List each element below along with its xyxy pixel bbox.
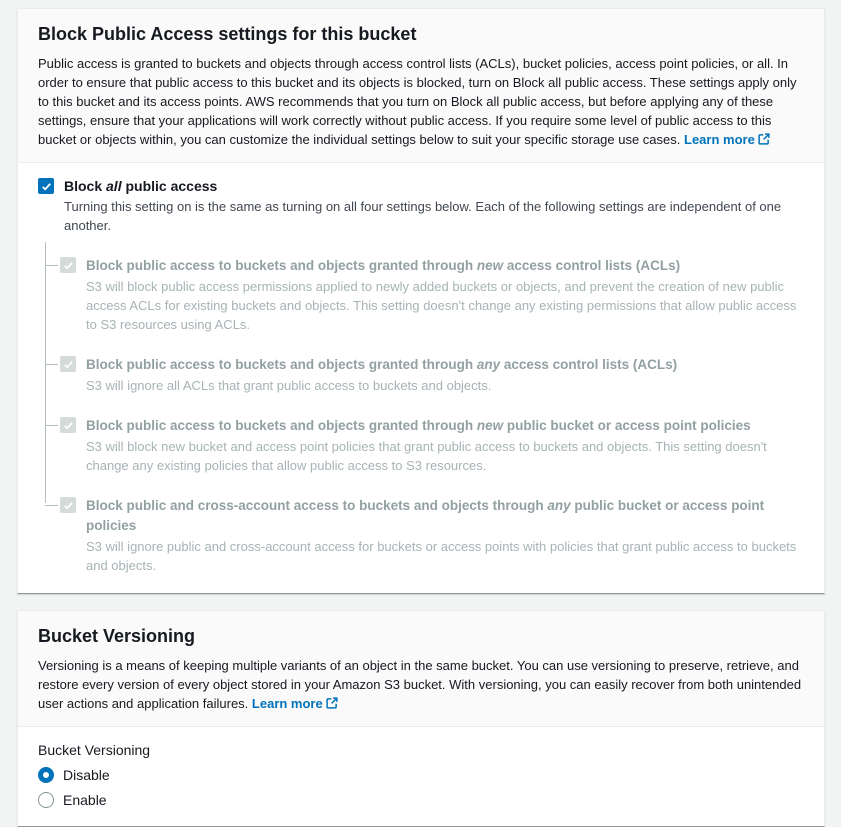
policy-any-checkbox: [60, 497, 76, 513]
block-public-access-body: [18, 163, 824, 593]
sub-setting-title: Block public access to buckets and objects granted through any access control lists (ACLs): [86, 357, 678, 372]
block-public-access-header: [18, 9, 824, 163]
policy-new-checkbox: [60, 417, 76, 433]
section-title: Block Public Access settings for this bucket: [38, 24, 417, 44]
checkmark-icon: [63, 500, 74, 511]
external-link-icon: [758, 133, 770, 145]
section-description: Versioning is a means of keeping multiple variants of an object in the same bucket. You can use versioning to preserve, retrieve, and restore every version of every object stored in your Amazon S3 bucket. With versioning, you can easily recover from both unintended user actions and application failures. Learn more: [38, 658, 802, 711]
learn-more-link[interactable]: Learn more: [252, 696, 338, 711]
sub-settings-list: [45, 256, 804, 575]
sub-setting-title: Block public access to buckets and objects granted through new access control lists (ACLs): [86, 258, 681, 273]
block-public-access-section: [17, 8, 825, 594]
sub-setting-policy-new: [45, 416, 804, 475]
sub-setting-text: [86, 256, 804, 334]
versioning-field-label: Bucket Versioning: [38, 742, 151, 758]
sub-setting-text: [86, 496, 804, 575]
block-all-checkbox[interactable]: [38, 178, 54, 194]
external-link-icon: [326, 697, 338, 709]
learn-more-link[interactable]: Learn more: [684, 132, 770, 147]
sub-setting-text: [86, 416, 804, 475]
block-all-label: Block all public access: [64, 178, 218, 194]
sub-setting-text: [86, 355, 677, 395]
tree-branch-line: [45, 364, 58, 365]
block-all-description: Turning this setting on is the same as turning on all four settings below. Each of the following settings are independent of one another.: [64, 199, 782, 233]
section-description: Public access is granted to buckets and objects through access control lists (ACLs), bucket policies, access point policies, or all. In order to ensure that public access to this bucket and its objects is blocked, turn on Block all public access. These settings apply only to this bucket and its access points. AWS recommends that you turn on Block all public access, but before applying any of these settings, ensure that your applications will work correctly without public access. If you require some level of public access to this bucket or objects within, you can customize the individual settings below to suit your specific storage use cases. Learn more: [38, 56, 797, 147]
versioning-disable-option[interactable]: [38, 767, 110, 783]
sub-setting-description: S3 will ignore all ACLs that grant public access to buckets and objects.: [86, 378, 492, 393]
radio-label: Disable: [63, 767, 110, 783]
radio-selected-icon: [38, 767, 54, 783]
sub-setting-acl-new: [45, 256, 804, 334]
tree-vertical-line: [45, 242, 46, 503]
tree-branch-line: [45, 505, 58, 506]
tree-branch-line: [45, 265, 58, 266]
checkmark-icon: [63, 420, 74, 431]
versioning-enable-option[interactable]: [38, 792, 107, 808]
bucket-versioning-header: [18, 611, 824, 727]
acl-new-checkbox: [60, 257, 76, 273]
checkmark-icon: [63, 359, 74, 370]
checkmark-icon: [41, 181, 52, 192]
radio-unselected-icon: [38, 792, 54, 808]
tree-branch-line: [45, 425, 58, 426]
radio-label: Enable: [63, 792, 107, 808]
sub-setting-description: S3 will block new bucket and access point policies that grant public access to buckets and objects. This setting doesn't change any existing policies that allow public access to S3 resources.: [86, 439, 767, 473]
sub-setting-title: Block public and cross-account access to buckets and objects through any public bucket or access point policies: [86, 498, 765, 533]
sub-setting-acl-any: [45, 355, 804, 395]
sub-setting-policy-any: [45, 496, 804, 575]
sub-setting-description: S3 will block public access permissions applied to newly added buckets or objects, and prevent the creation of new public access ACLs for existing buckets and objects. This setting doesn't change any existing permissions that allow public access to S3 resources using ACLs.: [86, 279, 797, 332]
sub-setting-title: Block public access to buckets and objects granted through new public bucket or access point policies: [86, 418, 751, 433]
section-title: Bucket Versioning: [38, 626, 196, 646]
bucket-versioning-section: [17, 610, 825, 827]
block-all-public-access-row: [38, 178, 804, 194]
acl-any-checkbox: [60, 356, 76, 372]
bucket-versioning-body: [18, 727, 824, 826]
checkmark-icon: [63, 260, 74, 271]
sub-setting-description: S3 will ignore public and cross-account access for buckets or access points with policies that grant public access to buckets and objects.: [86, 539, 797, 573]
